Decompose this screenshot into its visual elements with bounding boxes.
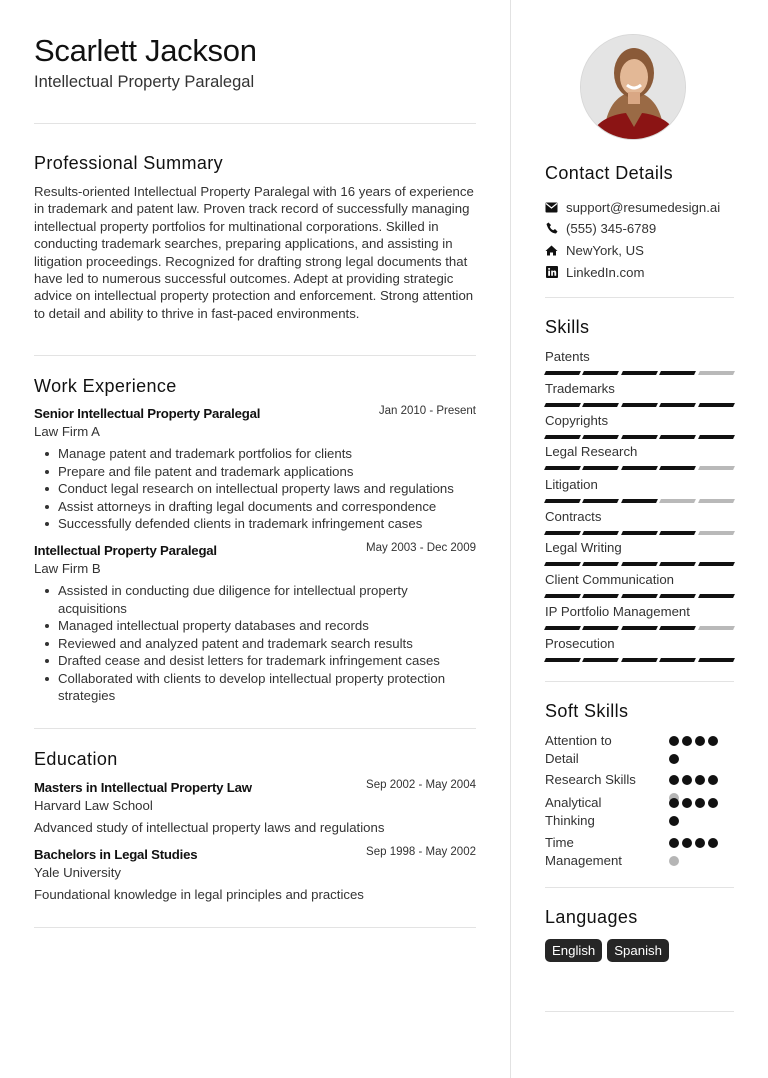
skill-item bbox=[545, 443, 734, 470]
bullet-item: Prepare and file patent and trademark applications bbox=[34, 463, 476, 481]
skill-level-segment bbox=[544, 658, 581, 662]
skill-level-segment bbox=[659, 466, 696, 470]
skill-level-segment bbox=[621, 594, 658, 598]
soft-skill-rating bbox=[669, 798, 725, 826]
skill-level-bar bbox=[545, 626, 734, 630]
skill-level-segment bbox=[621, 466, 658, 470]
skill-level-segment bbox=[698, 403, 735, 407]
languages-heading: Languages bbox=[545, 907, 638, 927]
contact-phone[interactable] bbox=[545, 218, 656, 238]
bullet-item: Drafted cease and desist letters for trademark infringement cases bbox=[34, 652, 476, 670]
rating-dot bbox=[669, 775, 679, 785]
education-entry bbox=[34, 779, 476, 837]
rating-dot bbox=[695, 838, 705, 848]
contact-email[interactable] bbox=[545, 197, 720, 217]
divider bbox=[34, 123, 476, 124]
bullet-item: Managed intellectual property databases and records bbox=[34, 617, 476, 635]
skill-level-segment bbox=[659, 658, 696, 662]
linkedin-icon bbox=[545, 266, 558, 279]
skill-level-segment bbox=[544, 371, 581, 375]
skill-level-segment bbox=[698, 466, 735, 470]
rating-dot bbox=[708, 838, 718, 848]
rating-dot bbox=[669, 754, 679, 764]
skill-level-segment bbox=[582, 626, 619, 630]
bullet-item: Assist attorneys in drafting legal documents and correspondence bbox=[34, 498, 476, 516]
skill-level-segment bbox=[698, 531, 735, 535]
summary-text: Results-oriented Intellectual Property Paralegal with 16 years of experience in trademark and patent law. Proven track record of successfully managing intellectual property portfolios for multinational corporations. Skilled in conducting trademark searches, preparing applications, and assisting in litigation proceedings. Recognized for drafting strong legal documents that have led to numerous successful outcomes. Adept at providing strategic advice on intellectual property protection and enforcement. Strong attention to detail and ability to thrive in fast-paced environments. bbox=[34, 184, 474, 321]
rating-dot bbox=[669, 798, 679, 808]
skill-level-segment bbox=[582, 435, 619, 439]
bullet-item: Manage patent and trademark portfolios for clients bbox=[34, 445, 476, 463]
phone-icon bbox=[545, 222, 558, 235]
language-list bbox=[545, 939, 669, 962]
skill-level-bar bbox=[545, 594, 734, 598]
skill-label: Patents bbox=[545, 349, 590, 364]
skill-item bbox=[545, 539, 734, 566]
skill-label: Trademarks bbox=[545, 381, 615, 396]
skill-level-segment bbox=[621, 435, 658, 439]
rating-dot bbox=[708, 798, 718, 808]
rating-dot bbox=[669, 856, 679, 866]
education-description: Advanced study of intellectual property laws and regulations bbox=[34, 820, 385, 835]
job-company: Law Firm B bbox=[34, 561, 101, 576]
column-separator bbox=[510, 0, 511, 1078]
degree: Bachelors in Legal Studies bbox=[34, 847, 198, 862]
skill-level-bar bbox=[545, 403, 734, 407]
skill-label: Client Communication bbox=[545, 572, 674, 587]
skill-item bbox=[545, 476, 734, 503]
skill-level-segment bbox=[698, 435, 735, 439]
bullet-item: Conduct legal research on intellectual property laws and regulations bbox=[34, 480, 476, 498]
skill-level-segment bbox=[582, 531, 619, 535]
skill-level-segment bbox=[659, 435, 696, 439]
skill-level-segment bbox=[659, 403, 696, 407]
language-badge: Spanish bbox=[607, 939, 669, 962]
job-bullets bbox=[34, 582, 476, 705]
contact-linkedin[interactable] bbox=[545, 262, 644, 282]
education-entry bbox=[34, 846, 476, 904]
skill-level-segment bbox=[659, 371, 696, 375]
skill-level-bar bbox=[545, 531, 734, 535]
skill-label: IP Portfolio Management bbox=[545, 604, 690, 619]
soft-skill-label: Analytical Thinking bbox=[545, 795, 602, 828]
skill-level-segment bbox=[621, 626, 658, 630]
rating-dot bbox=[669, 816, 679, 826]
rating-dot bbox=[695, 798, 705, 808]
education-date: Sep 1998 - May 2002 bbox=[366, 846, 476, 858]
divider bbox=[34, 927, 476, 928]
school: Yale University bbox=[34, 865, 121, 880]
divider bbox=[34, 728, 476, 729]
contact-heading: Contact Details bbox=[545, 163, 674, 183]
divider bbox=[545, 681, 734, 682]
skill-level-segment bbox=[582, 466, 619, 470]
education-date: Sep 2002 - May 2004 bbox=[366, 779, 476, 791]
home-icon bbox=[545, 244, 558, 257]
skill-level-segment bbox=[582, 371, 619, 375]
skill-label: Copyrights bbox=[545, 413, 609, 428]
skill-level-segment bbox=[659, 626, 696, 630]
skill-level-segment bbox=[621, 562, 658, 566]
skill-item bbox=[545, 603, 734, 630]
skill-level-segment bbox=[621, 371, 658, 375]
job-company: Law Firm A bbox=[34, 424, 100, 439]
skill-level-segment bbox=[544, 531, 581, 535]
job-bullets bbox=[34, 445, 476, 533]
divider bbox=[545, 887, 734, 888]
rating-dot bbox=[682, 775, 692, 785]
soft-skill-label: Time Management bbox=[545, 835, 622, 868]
skill-level-segment bbox=[582, 658, 619, 662]
rating-dot bbox=[695, 736, 705, 746]
skill-level-segment bbox=[698, 371, 735, 375]
skill-level-segment bbox=[544, 435, 581, 439]
rating-dot bbox=[669, 736, 679, 746]
skill-item bbox=[545, 348, 734, 375]
rating-dot bbox=[708, 736, 718, 746]
job-date: May 2003 - Dec 2009 bbox=[366, 542, 476, 554]
job-title: Senior Intellectual Property Paralegal bbox=[34, 406, 261, 421]
skills-heading: Skills bbox=[545, 317, 590, 337]
candidate-name: Scarlett Jackson bbox=[34, 33, 257, 68]
skill-level-segment bbox=[621, 658, 658, 662]
soft-skill-rating bbox=[669, 838, 725, 866]
skill-level-segment bbox=[544, 466, 581, 470]
contact-text: LinkedIn.com bbox=[566, 264, 645, 280]
bullet-item: Collaborated with clients to develop intellectual property protection strategies bbox=[34, 670, 476, 705]
skill-level-segment bbox=[544, 562, 581, 566]
skill-level-segment bbox=[621, 403, 658, 407]
skill-level-segment bbox=[698, 626, 735, 630]
rating-dot bbox=[669, 838, 679, 848]
skill-item bbox=[545, 508, 734, 535]
language-badge: English bbox=[545, 939, 602, 962]
skill-item bbox=[545, 412, 734, 439]
soft-skills-heading: Soft Skills bbox=[545, 701, 629, 721]
soft-skill-label: Research Skills bbox=[545, 772, 636, 787]
skill-level-bar bbox=[545, 435, 734, 439]
rating-dot bbox=[682, 736, 692, 746]
job-entry bbox=[34, 405, 476, 533]
divider bbox=[545, 1011, 734, 1012]
school: Harvard Law School bbox=[34, 798, 153, 813]
bullet-item: Successfully defended clients in trademark infringement cases bbox=[34, 515, 476, 533]
envelope-icon bbox=[545, 201, 558, 214]
skill-level-segment bbox=[544, 626, 581, 630]
skill-level-bar bbox=[545, 466, 734, 470]
degree: Masters in Intellectual Property Law bbox=[34, 780, 252, 795]
skill-level-segment bbox=[582, 562, 619, 566]
rating-dot bbox=[682, 838, 692, 848]
soft-skill-rating bbox=[669, 736, 725, 764]
job-date: Jan 2010 - Present bbox=[378, 405, 476, 417]
skill-level-bar bbox=[545, 562, 734, 566]
skill-label: Prosecution bbox=[545, 636, 615, 651]
education-heading: Education bbox=[34, 749, 118, 769]
divider bbox=[34, 355, 476, 356]
skill-level-segment bbox=[582, 594, 619, 598]
bullet-item: Assisted in conducting due diligence for intellectual property acquisitions bbox=[34, 582, 476, 617]
rating-dot bbox=[695, 775, 705, 785]
skill-level-segment bbox=[698, 499, 735, 503]
skill-level-segment bbox=[582, 403, 619, 407]
contact-text: (555) 345-6789 bbox=[566, 220, 657, 236]
summary-heading: Professional Summary bbox=[34, 153, 224, 173]
soft-skill-label: Attention to Detail bbox=[545, 733, 612, 766]
skill-label: Litigation bbox=[545, 477, 598, 492]
skill-level-segment bbox=[582, 499, 619, 503]
contact-location bbox=[545, 240, 644, 260]
skill-level-bar bbox=[545, 371, 734, 375]
divider bbox=[545, 297, 734, 298]
skill-level-segment bbox=[698, 594, 735, 598]
profile-photo bbox=[580, 34, 686, 140]
rating-dot bbox=[708, 775, 718, 785]
skill-level-segment bbox=[659, 594, 696, 598]
skill-label: Legal Writing bbox=[545, 540, 622, 555]
education-description: Foundational knowledge in legal principles and practices bbox=[34, 887, 364, 902]
skill-level-bar bbox=[545, 658, 734, 662]
bullet-item: Reviewed and analyzed patent and trademark search results bbox=[34, 635, 476, 653]
skill-level-bar bbox=[545, 499, 734, 503]
skill-level-segment bbox=[544, 594, 581, 598]
skill-level-segment bbox=[621, 499, 658, 503]
skill-item bbox=[545, 380, 734, 407]
contact-text: support@resumedesign.ai bbox=[566, 199, 721, 215]
skill-level-segment bbox=[544, 499, 581, 503]
skill-label: Legal Research bbox=[545, 444, 638, 459]
experience-heading: Work Experience bbox=[34, 376, 177, 396]
skill-level-segment bbox=[659, 499, 696, 503]
skill-item bbox=[545, 571, 734, 598]
skill-level-segment bbox=[544, 403, 581, 407]
contact-text: NewYork, US bbox=[566, 242, 644, 258]
rating-dot bbox=[682, 798, 692, 808]
skill-level-segment bbox=[659, 531, 696, 535]
skill-label: Contracts bbox=[545, 509, 602, 524]
skill-item bbox=[545, 635, 734, 662]
job-entry bbox=[34, 542, 476, 705]
skill-level-segment bbox=[698, 658, 735, 662]
skill-level-segment bbox=[621, 531, 658, 535]
job-title: Intellectual Property Paralegal bbox=[34, 543, 217, 558]
candidate-title: Intellectual Property Paralegal bbox=[34, 73, 255, 91]
skill-level-segment bbox=[659, 562, 696, 566]
skill-level-segment bbox=[698, 562, 735, 566]
